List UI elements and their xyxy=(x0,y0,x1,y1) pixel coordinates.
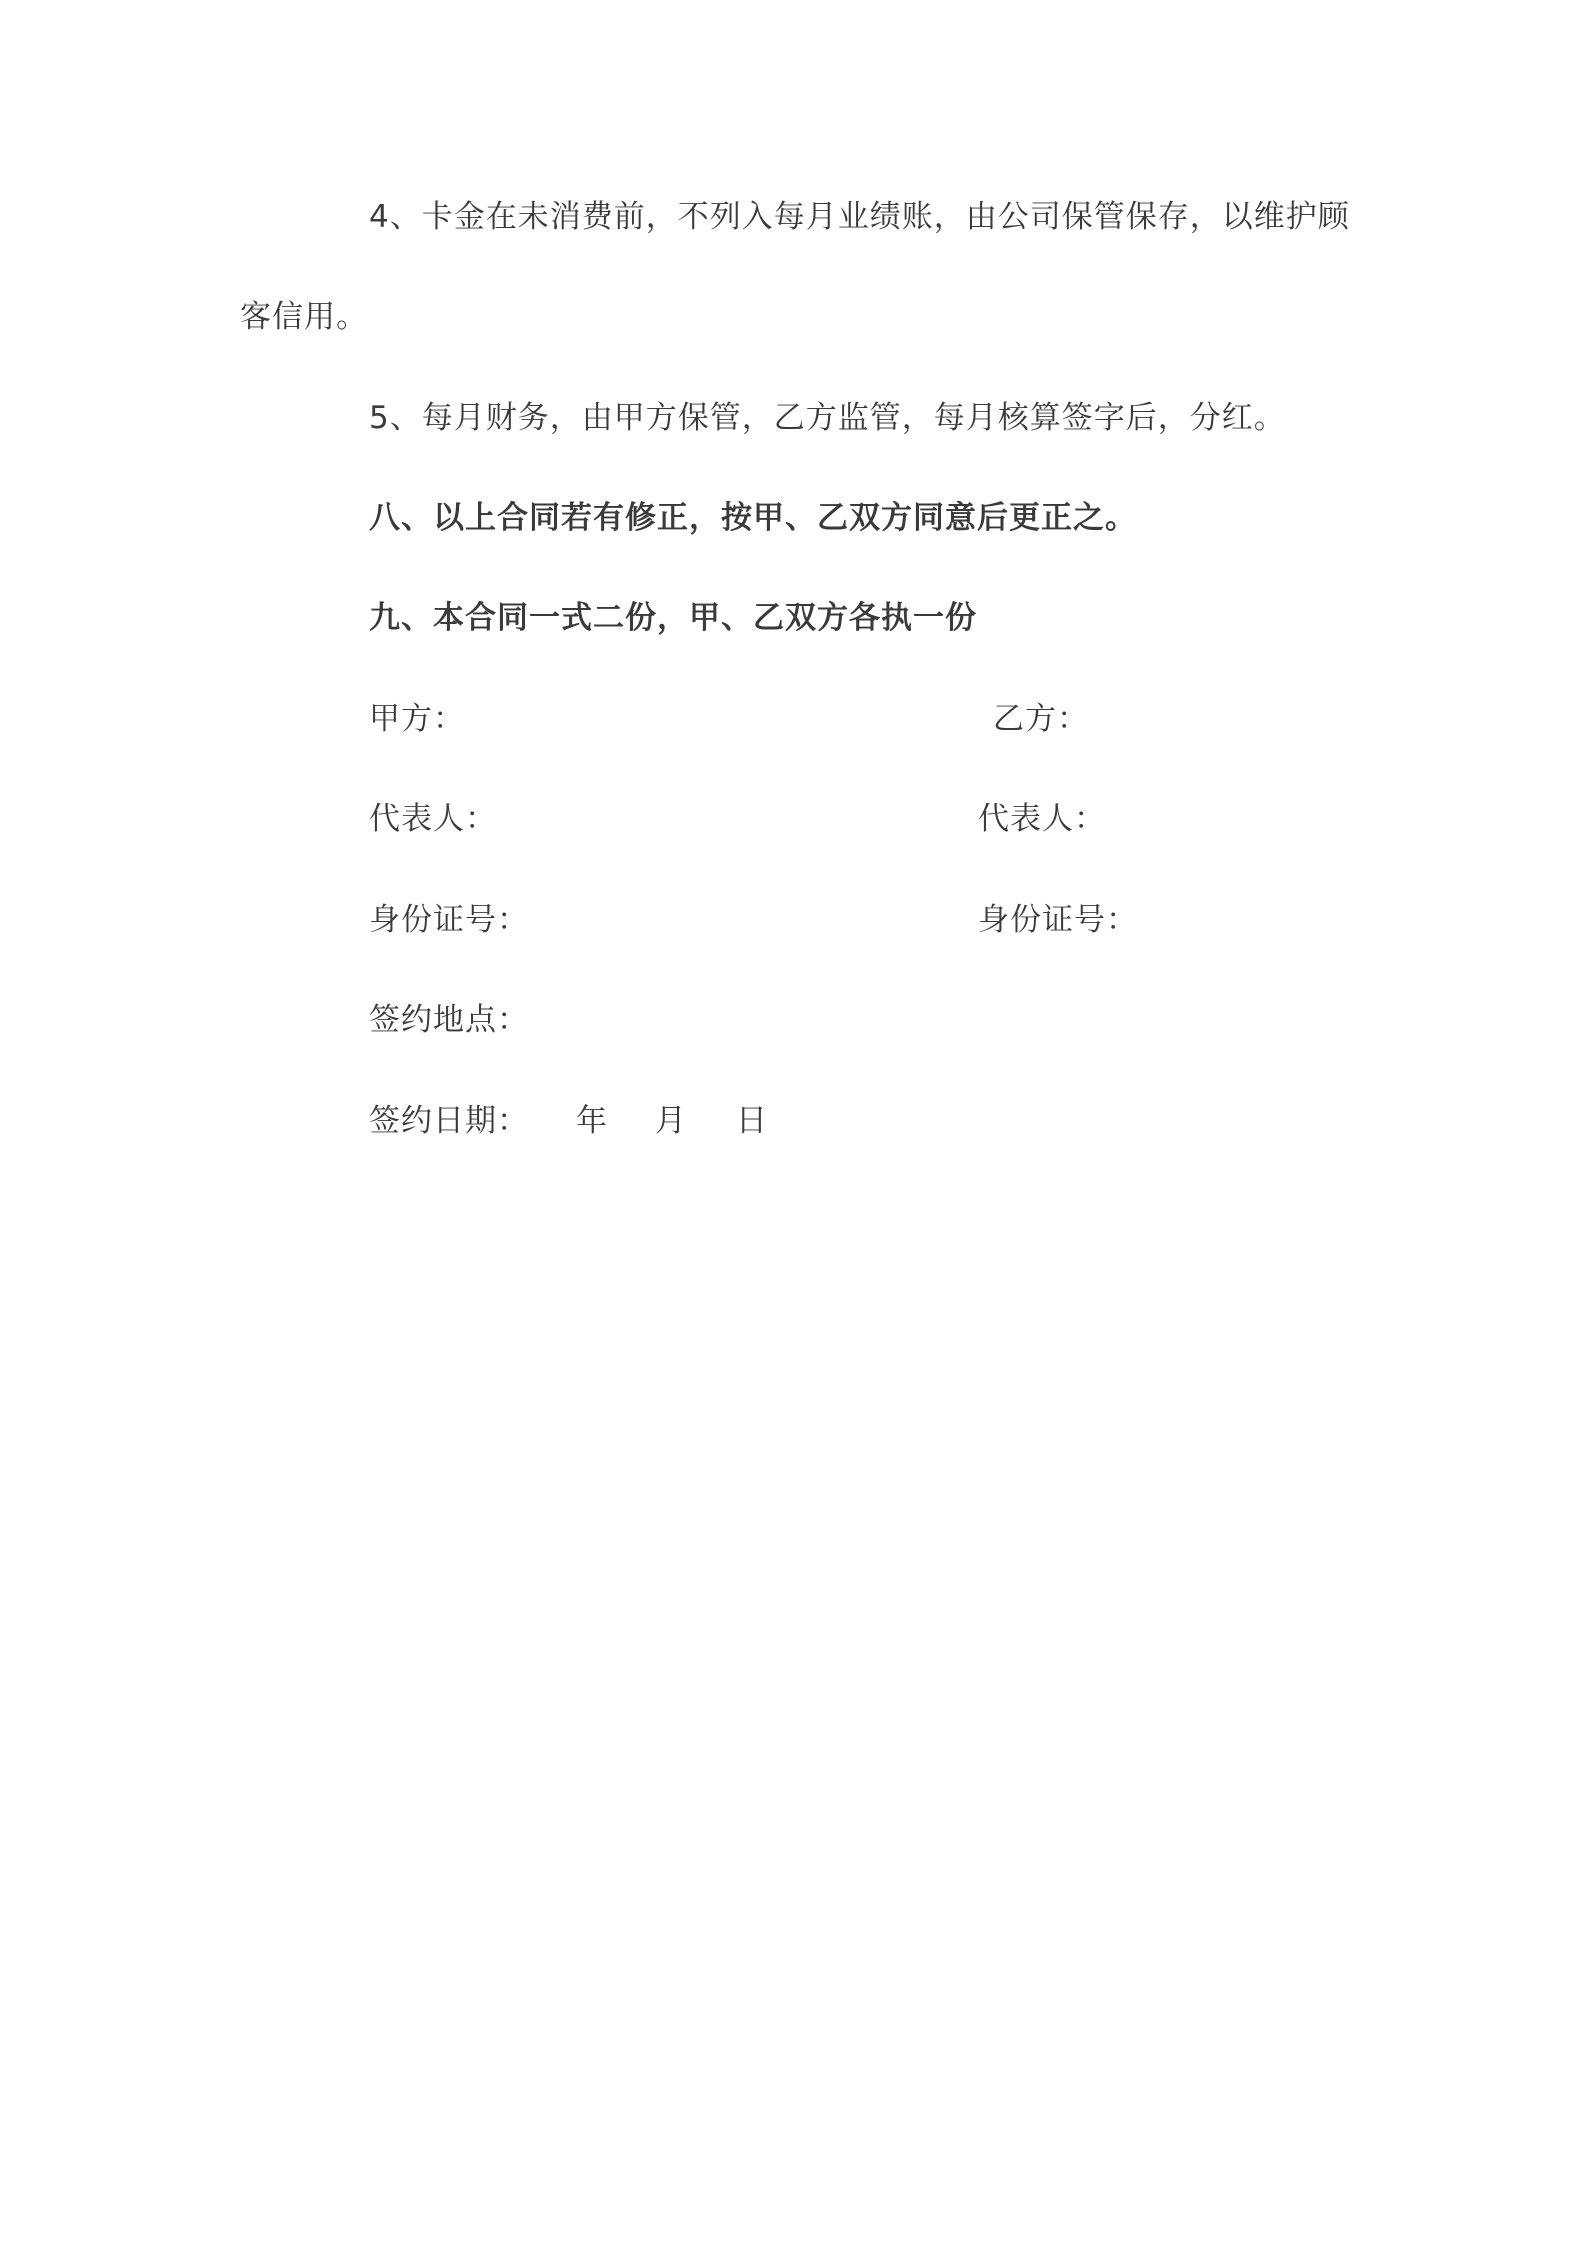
item5-paragraph: 5、每月财务，由甲方保管，乙方监管，每月核算签字后，分红。 xyxy=(369,400,1286,436)
id-a-label: 身份证号： xyxy=(369,902,529,938)
party-b-label: 乙方： xyxy=(993,701,1089,737)
item4-line1: 4、卡金在未消费前，不列入每月业绩账，由公司保管保存，以维护顾 xyxy=(369,199,1350,235)
party-a-label: 甲方： xyxy=(369,701,465,737)
section9-heading: 九、本合同一式二份，甲、乙双方各执一份 xyxy=(369,600,977,636)
section8-heading: 八、以上合同若有修正，按甲、乙双方同意后更正之。 xyxy=(369,500,1137,536)
rep-b-label: 代表人： xyxy=(978,801,1106,837)
date-year: 年 xyxy=(576,1103,608,1139)
rep-a-label: 代表人： xyxy=(369,801,497,837)
signing-date-row xyxy=(369,1101,529,1141)
id-b-label: 身份证号： xyxy=(978,902,1138,938)
signing-place-label: 签约地点： xyxy=(369,1002,529,1038)
item4-line2: 客信用。 xyxy=(240,299,368,335)
date-month: 月 xyxy=(655,1103,687,1139)
signing-date-label: 签约日期： xyxy=(369,1103,529,1139)
date-day: 日 xyxy=(736,1103,768,1139)
